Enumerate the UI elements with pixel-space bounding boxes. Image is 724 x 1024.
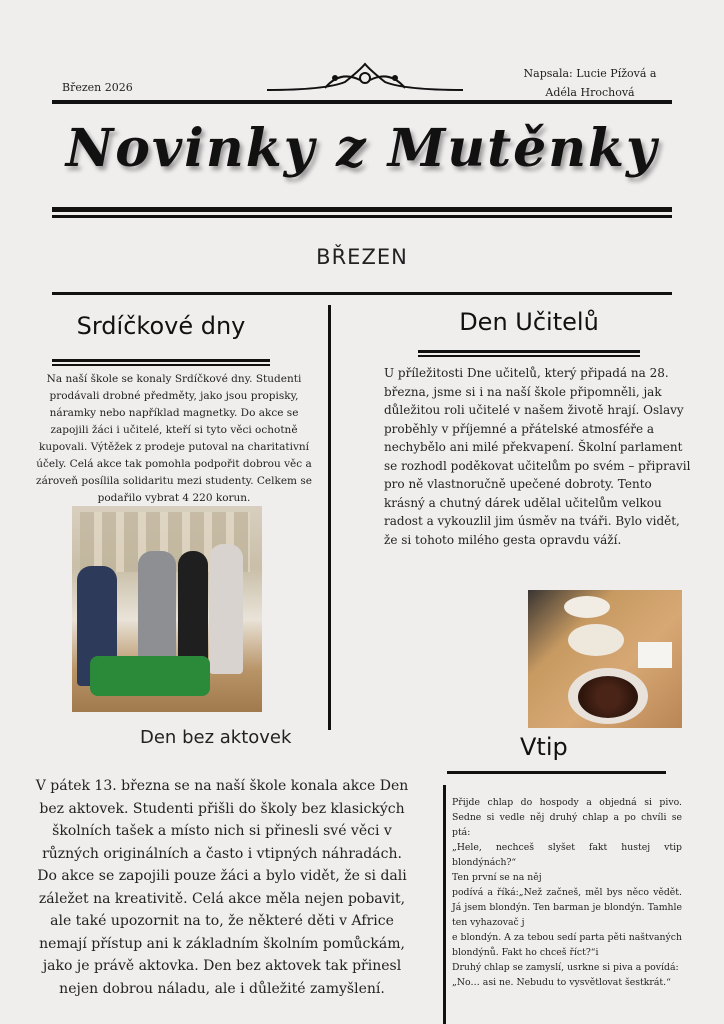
ornament-icon (265, 60, 465, 96)
joke-text (452, 795, 682, 990)
article-heading: Srdíčkové dny (76, 312, 246, 340)
divider (52, 292, 672, 295)
column-divider (328, 305, 331, 730)
divider (418, 350, 640, 353)
divider (52, 364, 270, 366)
divider (418, 355, 640, 357)
author-line: Adéla Hrochová (545, 86, 635, 99)
author-line: Napsala: Lucie Pížová a (523, 67, 657, 80)
section-month: BŘEZEN (316, 245, 408, 269)
joke-line: „No… asi ne. Nebudu to vysvětlovat šestkrát.“ (452, 977, 671, 988)
joke-line: Přijde chlap do hospody a objedná si pivo. Sedne si vedle něj druhý chlap a po chvíli se ptá: (452, 797, 682, 838)
joke-line: podívá a říká:„Než začneš, měl bys něco vědět. Já jsem blondýn. Ten barman je blondýn. Tamhle ten vyhazovač j (452, 887, 682, 928)
joke-line: Ten první se na něj (452, 872, 542, 883)
joke-line: e blondýn. A za tebou sedí parta pěti naštvaných blondýnů. Fakt ho chceš říct?“i (452, 932, 682, 958)
column-divider (443, 785, 446, 1024)
article-heading: Vtip (520, 733, 568, 761)
divider (52, 215, 672, 218)
article-body: U příležitosti Dne učitelů, který připadá na 28. března, jsme si i na naší škole připomněli, jak důležitou roli učitelé v našem životě hrají. Oslavy proběhly v příjemné a přátelské atmosféře a nechybělo ani milé překvapení. Školní parlament se rozhodl poděkovat učitelům po svém – připravil pro ně vlastnoručně upečené dobroty. Tento krásný a chutný dárek udělal učitelům velkou radost a vykouzlil jim úsměv na tváři. Bylo vidět, že si tohoto milého gesta opravdu váží. (384, 366, 691, 547)
divider (447, 771, 666, 774)
article-body: V pátek 13. března se na naší škole konala akce Den bez aktovek. Studenti přišli do školy bez klasických školních tašek a místo nich si přinesli své věci v různých originálních a často i vtipných náhradách. Do akce se zapojili pouze žáci a bylo vidět, že si dali záležet na kreativitě. Celá akce měla nejen pobavit, ale také upozornit na to, že některé děti v Africe nemají přístup ani k základním školním pomůckám, jako je právě aktovka. Den bez aktovek tak přinesl nejen dobrou náladu, ale i důležité zamyšlení. (35, 778, 409, 997)
divider (52, 100, 672, 104)
photo-students (72, 506, 262, 712)
author (505, 64, 675, 102)
divider (52, 359, 270, 362)
masthead-title: Novinky z Mutěnky (65, 118, 659, 179)
divider (52, 207, 672, 212)
article-heading: Den bez aktovek (140, 727, 292, 748)
photo-baked-goods (528, 590, 682, 728)
article-heading: Den Učitelů (459, 308, 599, 336)
joke-line: Druhý chlap se zamyslí, usrkne si piva a povídá: (452, 962, 679, 973)
issue-date: Březen 2026 (62, 81, 133, 94)
article-body: Na naší škole se konaly Srdíčkové dny. Studenti prodávali drobné předměty, jako jsou propisky, náramky nebo například magnetky. Do akce se zapojili žáci i učitelé, kteří si tyto věci ochotně kupovali. Výtěžek z prodeje putoval na charitativní účely. Celá akce tak pomohla podpořit dobrou věc a zároveň posílila solidaritu mezi studenty. Celkem se podařilo vybrat 4 220 korun. (36, 373, 312, 504)
joke-line: „Hele, nechceš slyšet fakt hustej vtip blondýnách?“ (452, 842, 682, 868)
